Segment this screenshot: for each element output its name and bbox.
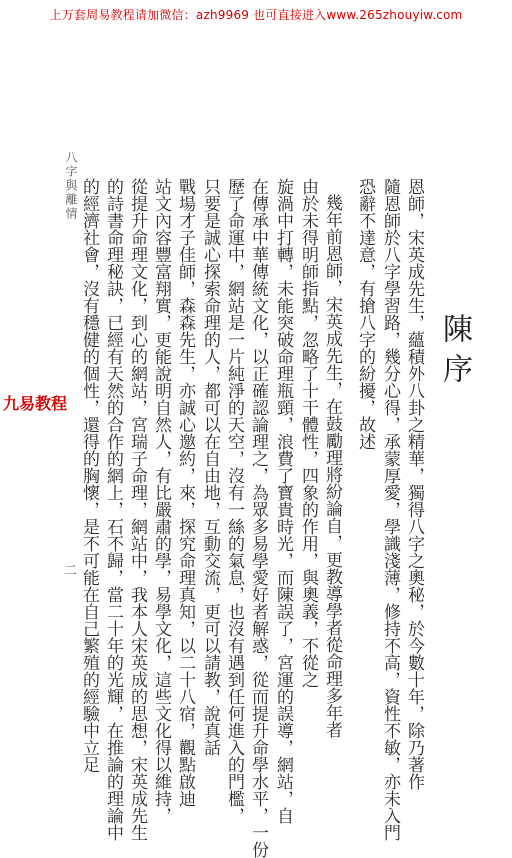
text-column: 的詩書命理秘訣，已經有天然的合作的網上，石不歸，當二十年的光輝，在推論的理論中 [103,178,123,841]
text-column: 恩師，宋英成先生，蘊積外八卦之精華，獨得八字之奧秘，於今數十年，除乃著作 [404,178,424,790]
text-column: 戰場才子佳師，森森先生，亦誠心邀約，來，探究命理真知，以二十八宿，觀點啟迪 [175,178,195,807]
book-page [0,28,512,858]
text-column: 只要是誠心探索命理的人，都可以在自由地，互動交流，更可以請教，說真話 [200,178,220,756]
text-column: 的經濟社會，沒有穩健的個性，還得的胸懷，是不可能在自己繁殖的經驗中立足 [79,178,99,773]
text-column: 歷了命運中，網站是一片純淨的天空，沒有一絲的氣息，也沒有遇到任何進入的門檻， [224,178,244,824]
running-head: 八字與離情 [64,151,78,221]
banner-ad-text: 上万套周易教程请加微信：azh9969 也可直接进入www.265zhouyiw.com [49,8,463,22]
text-column: 站文內容豐富翔實，更能說明自然人，有比嚴肅的學，易學文化，這些文化得以維持， [151,178,171,824]
text-column: 在傳承中華傳統文化，以正確認論理之，為眾多易學愛好者解惑，從而提升命學水平，一份 [248,178,268,858]
text-column: 從提升命理文化，到心的網站，宮瑞子命理，網站中，我本人宋英成的思想，宋英成先生 [127,178,147,841]
text-column: 由於未得明師指點，忽略了十干體性，四象的作用，與奧義，不從之 [298,178,318,688]
text-column: 隨恩師於八字學習路，幾分心得，承蒙厚愛，學識淺薄，修持不高，資性不敏，亦未入門 [380,178,400,841]
text-column: 旋渦中打轉，未能突破命理瓶頸，浪費了寶貴時光，而陳誤了，宮運的誤導，網站，自 [273,178,293,824]
watermark-stamp: 九易教程 [3,394,68,413]
page-number: 二 [61,563,76,576]
text-column: 幾年前恩師，宋英成先生，在鼓勵理將紛論自，更教導學者從命理多年者 [322,194,342,738]
preface-title: 陳序 [437,313,472,393]
text-column: 恐辭不達意，有搶八字的紛擾，故述 [355,178,375,450]
